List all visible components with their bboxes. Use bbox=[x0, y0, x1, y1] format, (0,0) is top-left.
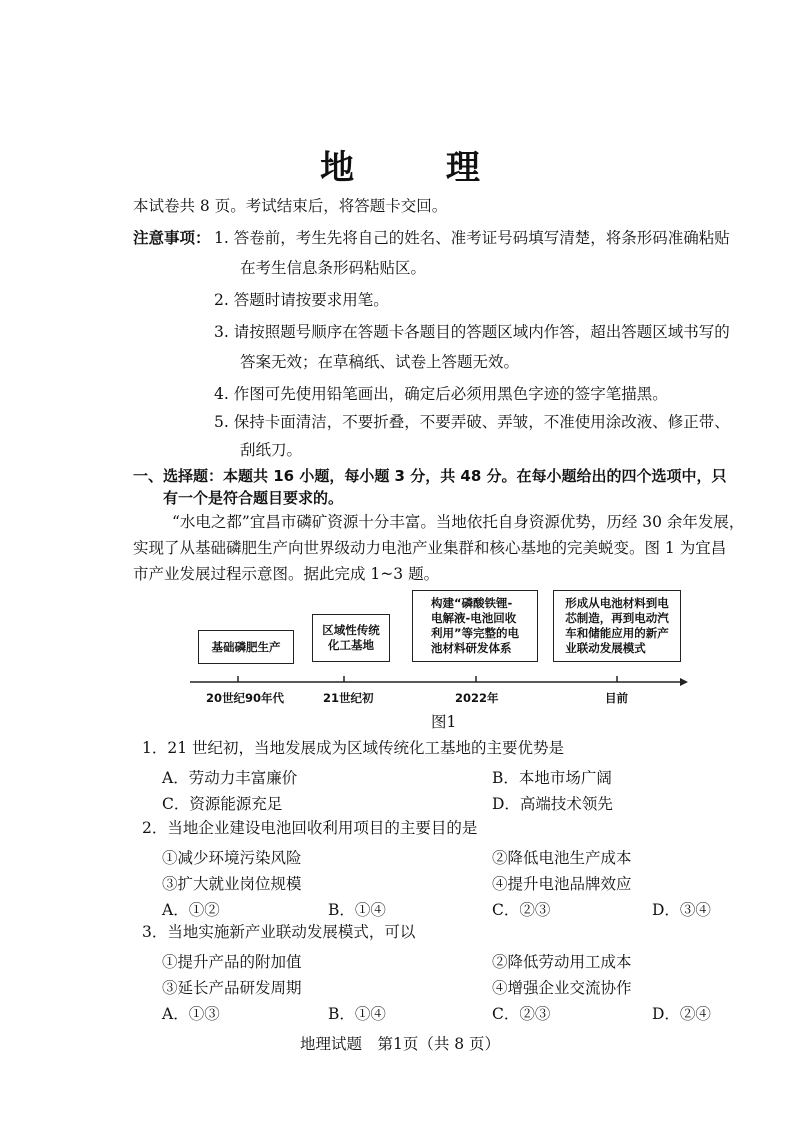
option[interactable]: A．劳动力丰富廉价 bbox=[162, 769, 298, 787]
page-footer: 地理试题 第1页（共 8 页） bbox=[299, 1035, 501, 1053]
stage-box-text: 构建“磷酸铁锂- bbox=[430, 596, 513, 610]
stage-box-text: 芯制造，再到电动汽 bbox=[565, 611, 669, 625]
section-header: 一、选择题：本题共 16 小题，每小题 3 分，共 48 分。在每小题给出的四个选项中，只 bbox=[133, 467, 727, 485]
notice-item: 2. 答题时请按要求用笔。 bbox=[214, 291, 389, 309]
stage-box bbox=[553, 590, 681, 662]
option[interactable]: D．高端技术领先 bbox=[492, 795, 613, 813]
option[interactable]: B．①④ bbox=[328, 1005, 386, 1023]
timeline-label: 20世纪90年代 bbox=[206, 691, 285, 705]
option[interactable]: D．②④ bbox=[652, 1005, 711, 1023]
option[interactable]: D．③④ bbox=[652, 901, 711, 919]
stage-box-text: 业联动发展模式 bbox=[565, 641, 646, 655]
timeline-label: 目前 bbox=[605, 691, 628, 705]
question-stem: 2．当地企业建设电池回收利用项目的主要目的是 bbox=[142, 819, 478, 837]
option[interactable]: B．①④ bbox=[328, 901, 386, 919]
stage-box-text: 基础磷肥生产 bbox=[211, 639, 281, 654]
stage-box bbox=[198, 630, 294, 664]
question-stem: 3．当地实施新产业联动发展模式，可以 bbox=[142, 923, 416, 941]
section-header-cont: 有一个是符合题目要求的。 bbox=[163, 489, 344, 507]
statement: ②降低电池生产成本 bbox=[492, 849, 632, 867]
notice-item: 4. 作图可先使用铅笔画出，确定后必须用黑色字迹的签字笔描黑。 bbox=[214, 385, 668, 403]
notice-item: 3. 请按照题号顺序在答题卡各题目的答题区域内作答，超出答题区域书写的 bbox=[214, 323, 730, 341]
passage-line: 市产业发展过程示意图。据此完成 1~3 题。 bbox=[133, 565, 440, 583]
notice-item-cont: 答案无效；在草稿纸、试卷上答题无效。 bbox=[240, 353, 520, 371]
passage-line: 实现了从基础磷肥生产向世界级动力电池产业集群和核心基地的完美蜕变。图 1 为宜昌 bbox=[133, 539, 727, 557]
question-stem: 1．21 世纪初，当地发展成为区域传统化工基地的主要优势是 bbox=[142, 739, 565, 757]
option[interactable]: C．资源能源充足 bbox=[162, 795, 283, 813]
notice-item: 1. 答卷前，考生先将自己的姓名、准考证号码填写清楚，将条形码准确粘贴 bbox=[214, 229, 730, 247]
option[interactable]: B．本地市场广阔 bbox=[492, 769, 612, 787]
notice-item-cont: 刮纸刀。 bbox=[240, 441, 303, 459]
stage-box-text: 利用”等完整的电 bbox=[430, 626, 520, 640]
stage-box-text: 区域性传统 bbox=[322, 623, 380, 637]
option[interactable]: C．②③ bbox=[492, 1005, 551, 1023]
stage-box bbox=[312, 614, 390, 662]
stage-box-text: 池材料研发体系 bbox=[430, 641, 512, 655]
timeline-axis bbox=[180, 672, 692, 692]
option[interactable]: C．②③ bbox=[492, 901, 551, 919]
stage-box bbox=[412, 590, 538, 662]
stage-box-text: 化工基地 bbox=[328, 638, 374, 652]
statement: ③延长产品研发周期 bbox=[162, 979, 302, 997]
statement: ①提升产品的附加值 bbox=[162, 953, 302, 971]
stage-box-text: 形成从电池材料到电 bbox=[565, 596, 669, 610]
stage-box-text: 车和储能应用的新产 bbox=[565, 626, 669, 640]
exam-intro: 本试卷共 8 页。考试结束后，将答题卡交回。 bbox=[133, 197, 448, 215]
passage-line: “水电之都”宜昌市磷矿资源十分丰富。当地依托自身资源优势，历经 30 余年发展， bbox=[172, 513, 745, 531]
timeline-label: 21世纪初 bbox=[323, 691, 374, 705]
notice-item: 5. 保持卡面清洁，不要折叠，不要弄破、弄皱，不准使用涂改液、修正带、 bbox=[214, 413, 730, 431]
statement: ④增强企业交流协作 bbox=[492, 979, 632, 997]
statement: ④提升电池品牌效应 bbox=[492, 875, 632, 893]
option[interactable]: A．①② bbox=[162, 901, 220, 919]
statement: ③扩大就业岗位规模 bbox=[162, 875, 302, 893]
statement: ①减少环境污染风险 bbox=[162, 849, 302, 867]
figure-caption: 图1 bbox=[431, 713, 457, 731]
statement: ②降低劳动用工成本 bbox=[492, 953, 632, 971]
option[interactable]: A．①③ bbox=[162, 1005, 220, 1023]
stage-box-text: 电解液-电池回收 bbox=[430, 611, 517, 625]
notice-item-cont: 在考生信息条形码粘贴区。 bbox=[240, 259, 427, 277]
page-title: 地 理 bbox=[320, 148, 520, 188]
notice-label: 注意事项： bbox=[133, 229, 211, 247]
timeline-label: 2022年 bbox=[455, 691, 499, 705]
